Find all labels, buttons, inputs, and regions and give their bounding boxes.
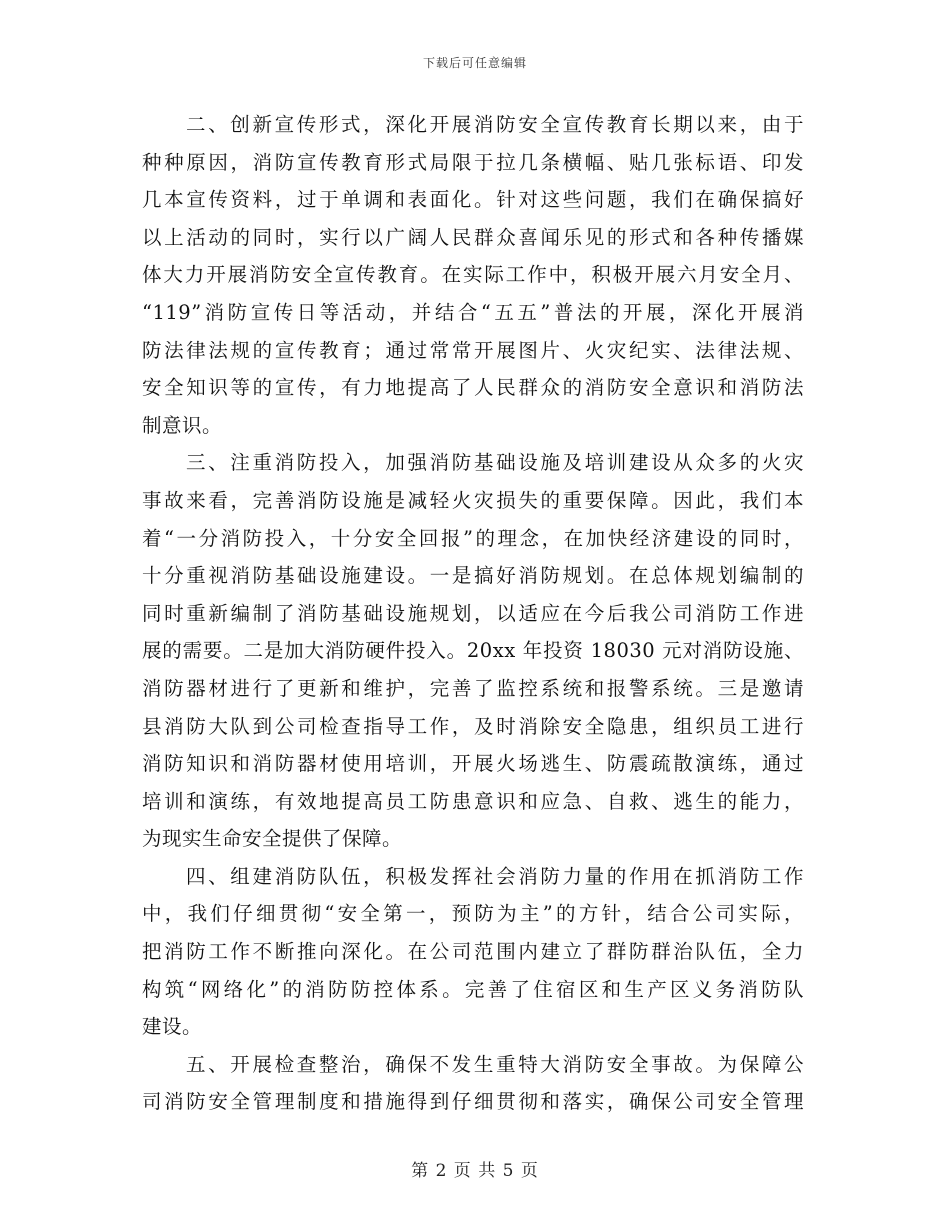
text-line: 培训和演练，有效地提高员工防患意识和应急、自救、逃生的能力，: [142, 789, 804, 813]
paragraph-first-line: 二、创新宣传形式，深化开展消防安全宣传教育长期以来，由于: [186, 113, 804, 136]
text-line: 安全知识等的宣传，有力地提高了人民群众的消防安全意识和消防法: [142, 376, 804, 400]
text-line: 十分重视消防基础设施建设。一是搞好消防规划。在总体规划编制的: [142, 564, 804, 588]
text-line: 消防器材进行了更新和维护，完善了监控系统和报警系统。三是邀请: [142, 676, 804, 700]
text-line: 司消防安全管理制度和措施得到仔细贯彻和落实，确保公司安全管理: [142, 1090, 804, 1114]
text-line: 同时重新编制了消防基础设施规划，以适应在今后我公司消防工作进: [142, 601, 804, 625]
text-line: 种种原因，消防宣传教育形式局限于拉几条横幅、贴几张标语、印发: [142, 150, 804, 174]
text-line: 县消防大队到公司检查指导工作，及时消除安全隐患，组织员工进行: [142, 714, 804, 738]
text-line: 中，我们仔细贯彻“安全第一，预防为主”的方针，结合公司实际，: [142, 902, 804, 926]
text-line: 着“一分消防投入，十分安全回报”的理念，在加快经济建设的同时，: [142, 526, 804, 550]
text-line: 制意识。: [142, 413, 223, 437]
page-header: 下载后可任意编辑: [422, 56, 527, 70]
text-line: 建设。: [142, 1015, 203, 1039]
text-line: 构筑“网络化”的消防防控体系。完善了住宿区和生产区义务消防队: [142, 977, 804, 1001]
text-line: 以上活动的同时，实行以广阔人民群众喜闻乐见的形式和各种传播媒: [142, 225, 804, 249]
text-line: 几本宣传资料，过于单调和表面化。针对这些问题，我们在确保搞好: [142, 188, 804, 212]
paragraph-first-line: 四、组建消防队伍，积极发挥社会消防力量的作用在抓消防工作: [186, 864, 804, 888]
text-line: 展的需要。二是加大消防硬件投入。20xx 年投资 18030 元对消防设施、: [142, 639, 804, 663]
page-footer: 第 2 页 共 5 页: [411, 1161, 539, 1181]
text-line: 消防知识和消防器材使用培训，开展火场逃生、防震疏散演练，通过: [142, 752, 804, 776]
paragraph-first-line: 三、注重消防投入，加强消防基础设施及培训建设从众多的火灾: [186, 451, 804, 475]
text-line: 把消防工作不断推向深化。在公司范围内建立了群防群治队伍，全力: [142, 940, 804, 964]
text-line: 事故来看，完善消防设施是减轻火灾损失的重要保障。因此，我们本: [142, 488, 804, 512]
text-line: 为现实生命安全提供了保障。: [142, 827, 403, 851]
text-line: 防法律法规的宣传教育；通过常常开展图片、火灾纪实、法律法规、: [142, 338, 804, 362]
body-text: [142, 106, 804, 1121]
text-line: 体大力开展消防安全宣传教育。在实际工作中，积极开展六月安全月、: [142, 263, 804, 287]
paragraph-first-line: 五、开展检查整治，确保不发生重特大消防安全事故。为保障公: [186, 1052, 804, 1076]
text-line: “119”消防宣传日等活动，并结合“五五”普法的开展，深化开展消: [142, 300, 804, 324]
